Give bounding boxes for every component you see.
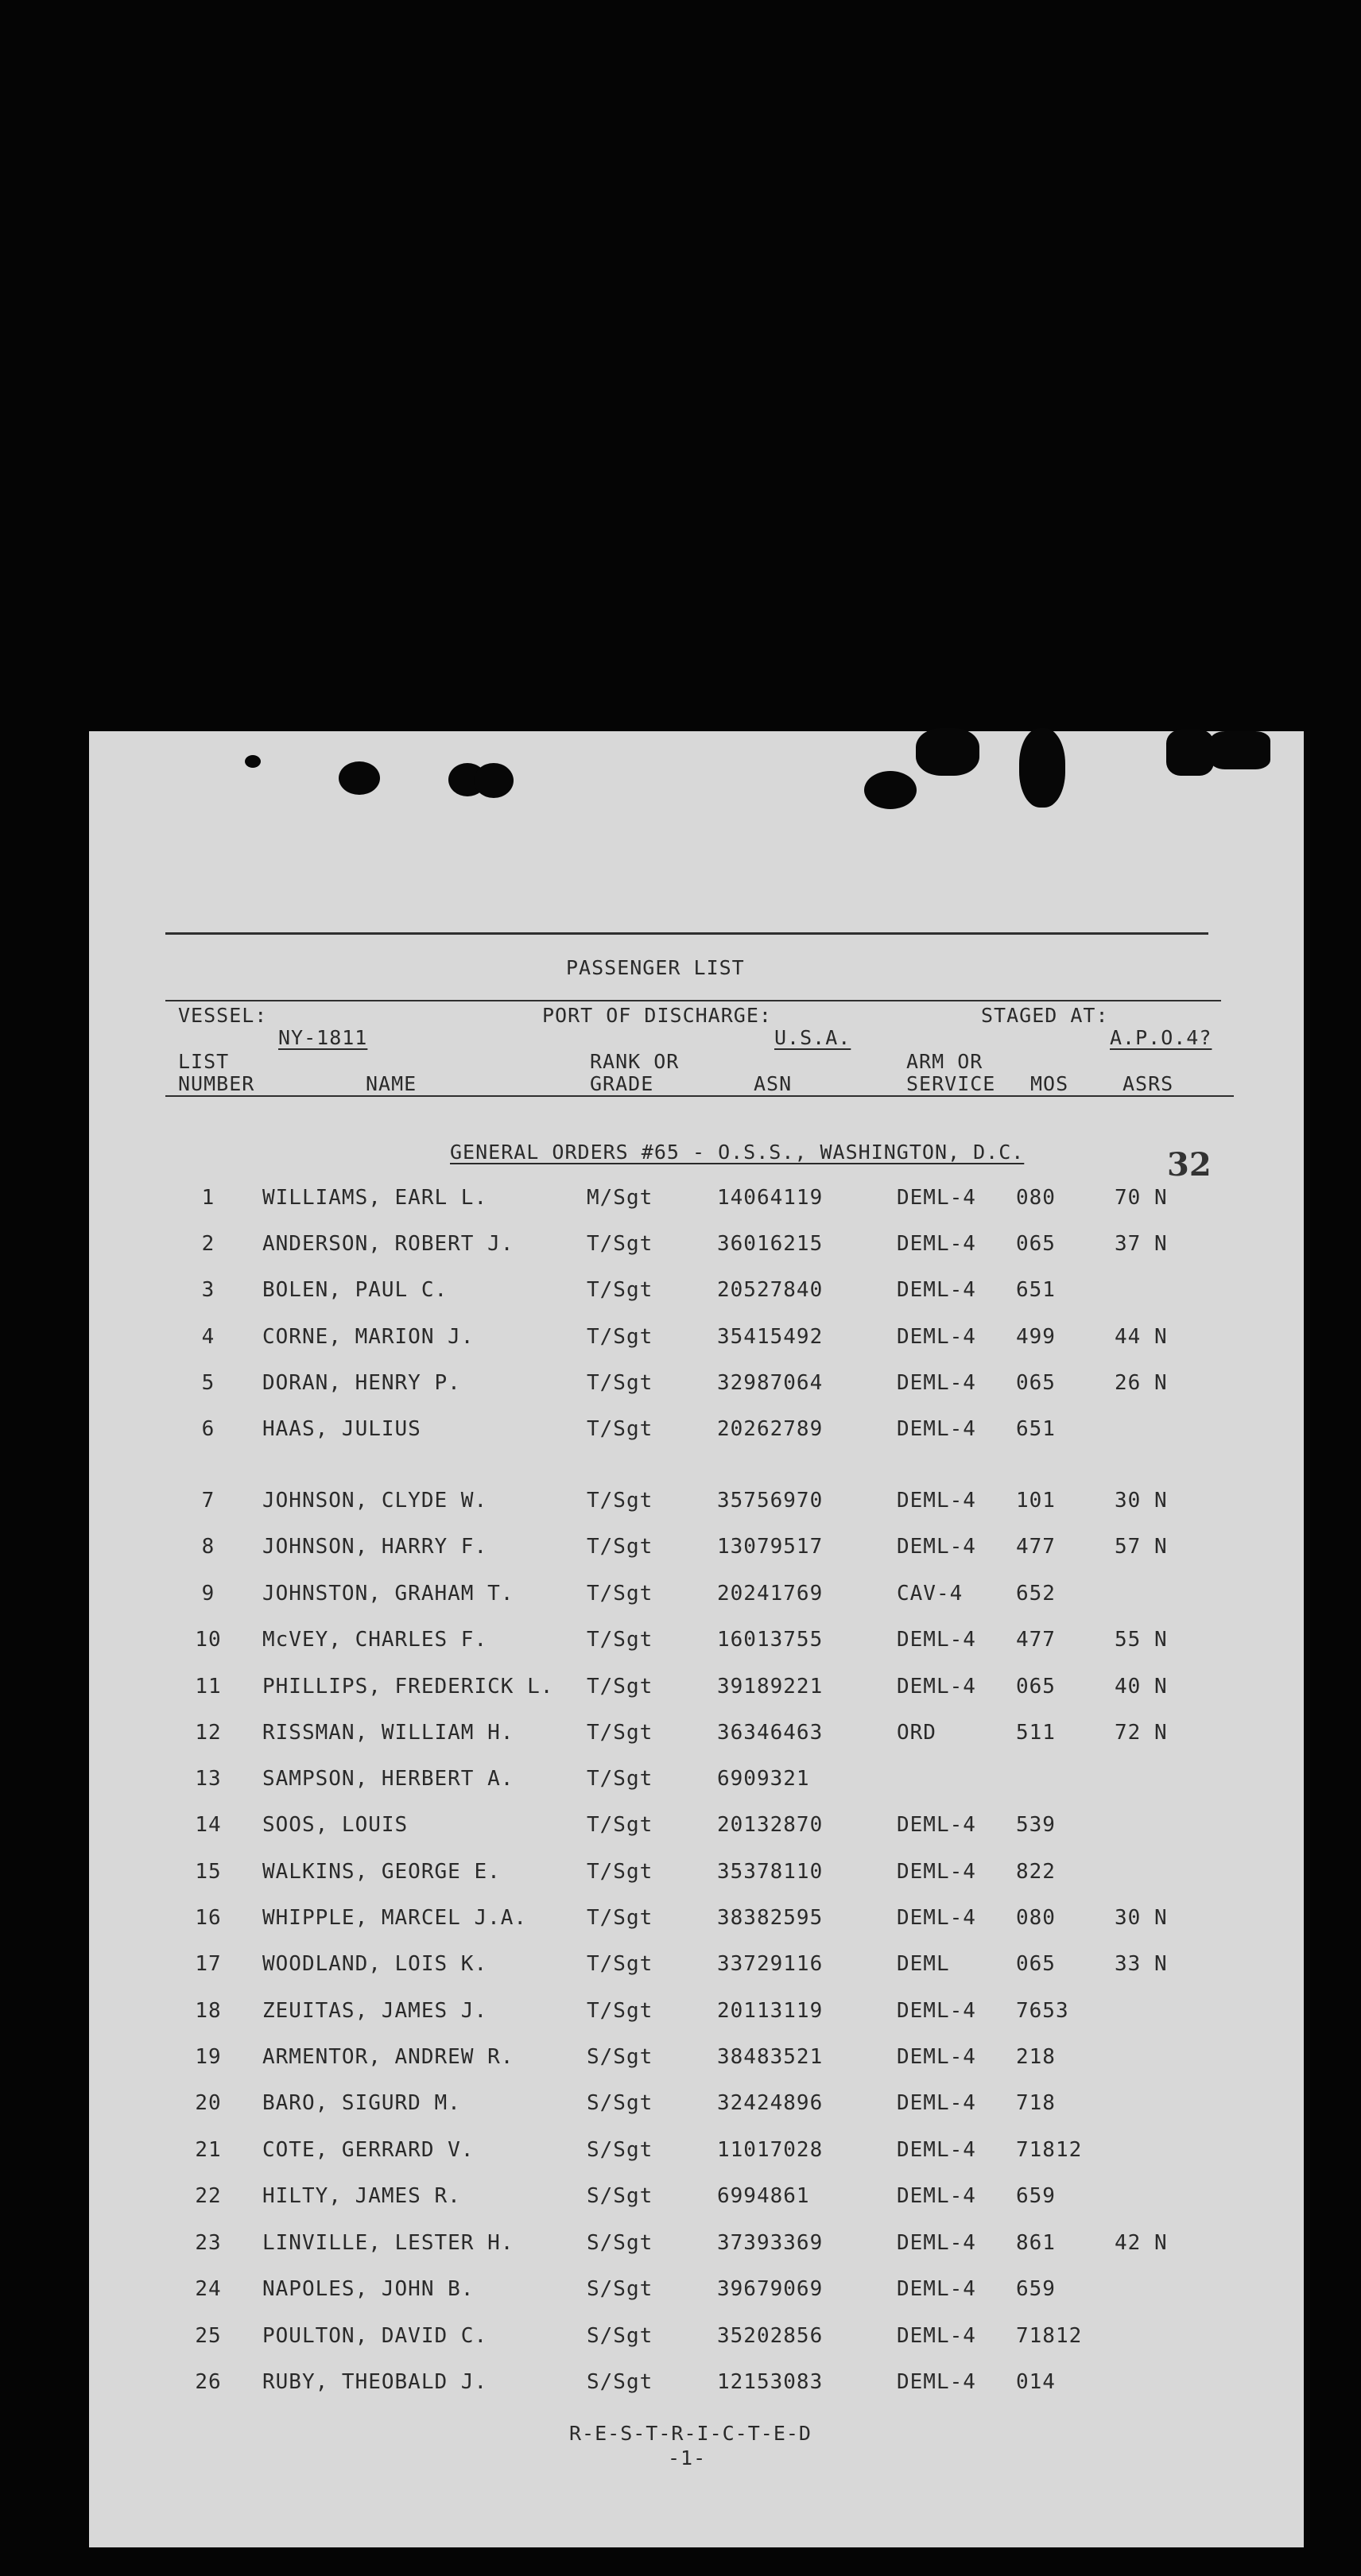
arm-service: DEML-4	[897, 2231, 976, 2255]
asn: 37393369	[717, 2231, 824, 2255]
table-row	[89, 1813, 1304, 1845]
asn: 38382595	[717, 1906, 824, 1930]
list-number: 10	[195, 1628, 222, 1652]
col-list-number-line2: NUMBER	[178, 1072, 255, 1095]
torn-edge	[1210, 731, 1270, 769]
rank-grade: T/Sgt	[587, 1999, 653, 2023]
table-row	[89, 1371, 1304, 1403]
arm-service: DEML-4	[897, 1628, 976, 1652]
mos: 652	[1016, 1582, 1056, 1606]
col-list-number-line1: LIST	[178, 1050, 230, 1073]
mos: 080	[1016, 1906, 1056, 1930]
passenger-name: WHIPPLE, MARCEL J.A.	[262, 1906, 528, 1930]
footer-page-number: -1-	[668, 2446, 707, 2469]
mos: 651	[1016, 1417, 1056, 1441]
asn: 35378110	[717, 1860, 824, 1884]
list-number: 11	[195, 1675, 222, 1699]
list-number: 7	[201, 1489, 215, 1513]
table-row	[89, 1767, 1304, 1799]
asn: 20241769	[717, 1582, 824, 1606]
list-number: 12	[195, 1721, 222, 1745]
mos: 477	[1016, 1628, 1056, 1652]
arm-service: DEML-4	[897, 2324, 976, 2348]
asrs: 42 N	[1115, 2231, 1168, 2255]
mos: 065	[1016, 1371, 1056, 1395]
table-row	[89, 1675, 1304, 1706]
passenger-name: WILLIAMS, EARL L.	[262, 1186, 488, 1210]
list-number: 1	[201, 1186, 215, 1210]
rank-grade: T/Sgt	[587, 1675, 653, 1699]
passenger-name: BARO, SIGURD M.	[262, 2091, 461, 2115]
col-mos: MOS	[1030, 1072, 1069, 1095]
mos: 861	[1016, 2231, 1056, 2255]
rank-grade: S/Sgt	[587, 2138, 653, 2162]
arm-service: DEML-4	[897, 1860, 976, 1884]
punch-hole	[339, 761, 380, 795]
mos: 065	[1016, 1675, 1056, 1699]
asn: 36346463	[717, 1721, 824, 1745]
rank-grade: T/Sgt	[587, 1952, 653, 1976]
asn: 35415492	[717, 1325, 824, 1349]
asn: 33729116	[717, 1952, 824, 1976]
table-row	[89, 2138, 1304, 2170]
torn-edge	[1166, 730, 1214, 776]
page-mark: 32	[1167, 1146, 1212, 1183]
asrs: 55 N	[1115, 1628, 1168, 1652]
asrs: 72 N	[1115, 1721, 1168, 1745]
arm-service: DEML-4	[897, 2184, 976, 2208]
mos: 065	[1016, 1232, 1056, 1256]
passenger-name: JOHNSON, HARRY F.	[262, 1535, 488, 1559]
mos: 014	[1016, 2370, 1056, 2394]
rank-grade: T/Sgt	[587, 1535, 653, 1559]
list-number: 14	[195, 1813, 222, 1837]
table-row	[89, 1582, 1304, 1613]
asn: 36016215	[717, 1232, 824, 1256]
asn: 16013755	[717, 1628, 824, 1652]
mos: 7653	[1016, 1999, 1069, 2023]
table-row	[89, 1999, 1304, 2031]
asrs: 57 N	[1115, 1535, 1168, 1559]
arm-service: DEML-4	[897, 1675, 976, 1699]
list-number: 21	[195, 2138, 222, 2162]
document-title: PASSENGER LIST	[566, 956, 745, 979]
punch-hole-small	[245, 755, 261, 768]
arm-service: DEML-4	[897, 2091, 976, 2115]
arm-service: DEML-4	[897, 1232, 976, 1256]
rank-grade: T/Sgt	[587, 1325, 653, 1349]
table-row	[89, 1628, 1304, 1660]
mos: 651	[1016, 1278, 1056, 1302]
arm-service: DEML-4	[897, 2138, 976, 2162]
table-row	[89, 1278, 1304, 1310]
arm-service: DEML-4	[897, 1535, 976, 1559]
rank-grade: T/Sgt	[587, 1489, 653, 1513]
list-number: 2	[201, 1232, 215, 1256]
staged-value: A.P.O.4?	[1110, 1026, 1212, 1049]
passenger-name: ZEUITAS, JAMES J.	[262, 1999, 488, 2023]
column-header-rule	[165, 1095, 1234, 1097]
table-row	[89, 1535, 1304, 1567]
arm-service: DEML-4	[897, 1186, 976, 1210]
asrs: 33 N	[1115, 1952, 1168, 1976]
rank-grade: T/Sgt	[587, 1628, 653, 1652]
table-row	[89, 2091, 1304, 2123]
arm-service: DEML-4	[897, 2370, 976, 2394]
table-row	[89, 1489, 1304, 1520]
asn: 35202856	[717, 2324, 824, 2348]
arm-service: DEML	[897, 1952, 950, 1976]
list-number: 17	[195, 1952, 222, 1976]
torn-edge	[1019, 728, 1065, 808]
col-rank-line1: RANK OR	[590, 1050, 680, 1073]
rank-grade: T/Sgt	[587, 1860, 653, 1884]
asrs: 70 N	[1115, 1186, 1168, 1210]
mos: 539	[1016, 1813, 1056, 1837]
list-number: 13	[195, 1767, 222, 1791]
mos: 511	[1016, 1721, 1056, 1745]
mos: 822	[1016, 1860, 1056, 1884]
asn: 11017028	[717, 2138, 824, 2162]
rank-grade: T/Sgt	[587, 1582, 653, 1606]
asn: 12153083	[717, 2370, 824, 2394]
torn-edge	[916, 728, 979, 776]
col-name: NAME	[366, 1072, 417, 1095]
passenger-name: COTE, GERRARD V.	[262, 2138, 475, 2162]
table-row	[89, 2231, 1304, 2263]
passenger-name: CORNE, MARION J.	[262, 1325, 475, 1349]
list-number: 5	[201, 1371, 215, 1395]
list-number: 3	[201, 1278, 215, 1302]
list-number: 18	[195, 1999, 222, 2023]
rank-grade: S/Sgt	[587, 2184, 653, 2208]
passenger-name: HAAS, JULIUS	[262, 1417, 421, 1441]
col-arm-line1: ARM OR	[906, 1050, 983, 1073]
passenger-name: McVEY, CHARLES F.	[262, 1628, 488, 1652]
rank-grade: T/Sgt	[587, 1371, 653, 1395]
table-row	[89, 1860, 1304, 1892]
table-row	[89, 1721, 1304, 1753]
asn: 6909321	[717, 1767, 810, 1791]
asn: 35756970	[717, 1489, 824, 1513]
header-rule	[165, 1000, 1221, 1001]
mos: 477	[1016, 1535, 1056, 1559]
footer-classification: R-E-S-T-R-I-C-T-E-D	[569, 2422, 812, 2445]
rank-grade: S/Sgt	[587, 2370, 653, 2394]
mos: 659	[1016, 2277, 1056, 2301]
vessel-value: NY-1811	[278, 1026, 368, 1049]
passenger-name: HILTY, JAMES R.	[262, 2184, 461, 2208]
asrs: 40 N	[1115, 1675, 1168, 1699]
mos: 101	[1016, 1489, 1056, 1513]
list-number: 25	[195, 2324, 222, 2348]
mos: 218	[1016, 2045, 1056, 2069]
asn: 20113119	[717, 1999, 824, 2023]
punch-hole	[474, 763, 514, 798]
col-rank-line2: GRADE	[590, 1072, 654, 1095]
asrs: 30 N	[1115, 1489, 1168, 1513]
passenger-name: WALKINS, GEORGE E.	[262, 1860, 501, 1884]
asrs: 30 N	[1115, 1906, 1168, 1930]
arm-service: DEML-4	[897, 1489, 976, 1513]
rank-grade: S/Sgt	[587, 2277, 653, 2301]
passenger-name: LINVILLE, LESTER H.	[262, 2231, 514, 2255]
mos: 71812	[1016, 2138, 1083, 2162]
rank-grade: T/Sgt	[587, 1813, 653, 1837]
asn: 14064119	[717, 1186, 824, 1210]
rank-grade: T/Sgt	[587, 1906, 653, 1930]
port-label: PORT OF DISCHARGE:	[542, 1004, 772, 1027]
arm-service: DEML-4	[897, 1371, 976, 1395]
table-row	[89, 2045, 1304, 2077]
table-row	[89, 1186, 1304, 1218]
arm-service: CAV-4	[897, 1582, 964, 1606]
arm-service: DEML-4	[897, 2045, 976, 2069]
list-number: 15	[195, 1860, 222, 1884]
mos: 718	[1016, 2091, 1056, 2115]
table-row	[89, 1325, 1304, 1357]
mos: 71812	[1016, 2324, 1083, 2348]
list-number: 20	[195, 2091, 222, 2115]
list-number: 8	[201, 1535, 215, 1559]
passenger-name: SAMPSON, HERBERT A.	[262, 1767, 514, 1791]
table-row	[89, 2370, 1304, 2402]
list-number: 23	[195, 2231, 222, 2255]
passenger-name: DORAN, HENRY P.	[262, 1371, 461, 1395]
passenger-name: BOLEN, PAUL C.	[262, 1278, 448, 1302]
arm-service: DEML-4	[897, 1278, 976, 1302]
list-number: 9	[201, 1582, 215, 1606]
asrs: 26 N	[1115, 1371, 1168, 1395]
arm-service: DEML-4	[897, 1813, 976, 1837]
list-number: 6	[201, 1417, 215, 1441]
col-asn: ASN	[754, 1072, 793, 1095]
asn: 38483521	[717, 2045, 824, 2069]
table-row	[89, 1417, 1304, 1449]
rank-grade: T/Sgt	[587, 1417, 653, 1441]
rank-grade: S/Sgt	[587, 2231, 653, 2255]
punch-hole	[864, 771, 917, 809]
table-row	[89, 1952, 1304, 1984]
table-row	[89, 2324, 1304, 2356]
list-number: 22	[195, 2184, 222, 2208]
list-number: 24	[195, 2277, 222, 2301]
asn: 32987064	[717, 1371, 824, 1395]
rank-grade: T/Sgt	[587, 1721, 653, 1745]
mos: 065	[1016, 1952, 1056, 1976]
asn: 6994861	[717, 2184, 810, 2208]
document-page	[89, 731, 1304, 2547]
passenger-name: JOHNSTON, GRAHAM T.	[262, 1582, 514, 1606]
mos: 499	[1016, 1325, 1056, 1349]
asn: 39189221	[717, 1675, 824, 1699]
arm-service: DEML-4	[897, 1906, 976, 1930]
rank-grade: T/Sgt	[587, 1278, 653, 1302]
mos: 659	[1016, 2184, 1056, 2208]
col-arm-line2: SERVICE	[906, 1072, 996, 1095]
asrs: 37 N	[1115, 1232, 1168, 1256]
list-number: 4	[201, 1325, 215, 1349]
arm-service: DEML-4	[897, 1417, 976, 1441]
asn: 20262789	[717, 1417, 824, 1441]
list-number: 26	[195, 2370, 222, 2394]
asn: 20527840	[717, 1278, 824, 1302]
passenger-name: RISSMAN, WILLIAM H.	[262, 1721, 514, 1745]
list-number: 19	[195, 2045, 222, 2069]
top-rule	[165, 932, 1208, 935]
passenger-name: PHILLIPS, FREDERICK L.	[262, 1675, 554, 1699]
list-number: 16	[195, 1906, 222, 1930]
arm-service: DEML-4	[897, 2277, 976, 2301]
passenger-name: NAPOLES, JOHN B.	[262, 2277, 475, 2301]
passenger-name: ARMENTOR, ANDREW R.	[262, 2045, 514, 2069]
rank-grade: S/Sgt	[587, 2045, 653, 2069]
rank-grade: S/Sgt	[587, 2091, 653, 2115]
rank-grade: T/Sgt	[587, 1232, 653, 1256]
asn: 32424896	[717, 2091, 824, 2115]
table-row	[89, 1906, 1304, 1938]
passenger-name: POULTON, DAVID C.	[262, 2324, 488, 2348]
passenger-name: JOHNSON, CLYDE W.	[262, 1489, 488, 1513]
passenger-name: WOODLAND, LOIS K.	[262, 1952, 488, 1976]
table-row	[89, 1232, 1304, 1264]
port-value: U.S.A.	[774, 1026, 851, 1049]
mos: 080	[1016, 1186, 1056, 1210]
arm-service: ORD	[897, 1721, 936, 1745]
section-heading: GENERAL ORDERS #65 - O.S.S., WASHINGTON, D.C.	[450, 1141, 1025, 1164]
table-row	[89, 2277, 1304, 2309]
vessel-label: VESSEL:	[178, 1004, 268, 1027]
arm-service: DEML-4	[897, 1999, 976, 2023]
col-asrs: ASRS	[1123, 1072, 1174, 1095]
arm-service: DEML-4	[897, 1325, 976, 1349]
asn: 39679069	[717, 2277, 824, 2301]
staged-label: STAGED AT:	[981, 1004, 1109, 1027]
rank-grade: S/Sgt	[587, 2324, 653, 2348]
passenger-name: SOOS, LOUIS	[262, 1813, 409, 1837]
rank-grade: T/Sgt	[587, 1767, 653, 1791]
passenger-name: RUBY, THEOBALD J.	[262, 2370, 488, 2394]
table-row	[89, 2184, 1304, 2216]
asrs: 44 N	[1115, 1325, 1168, 1349]
rank-grade: M/Sgt	[587, 1186, 653, 1210]
asn: 20132870	[717, 1813, 824, 1837]
passenger-name: ANDERSON, ROBERT J.	[262, 1232, 514, 1256]
asn: 13079517	[717, 1535, 824, 1559]
